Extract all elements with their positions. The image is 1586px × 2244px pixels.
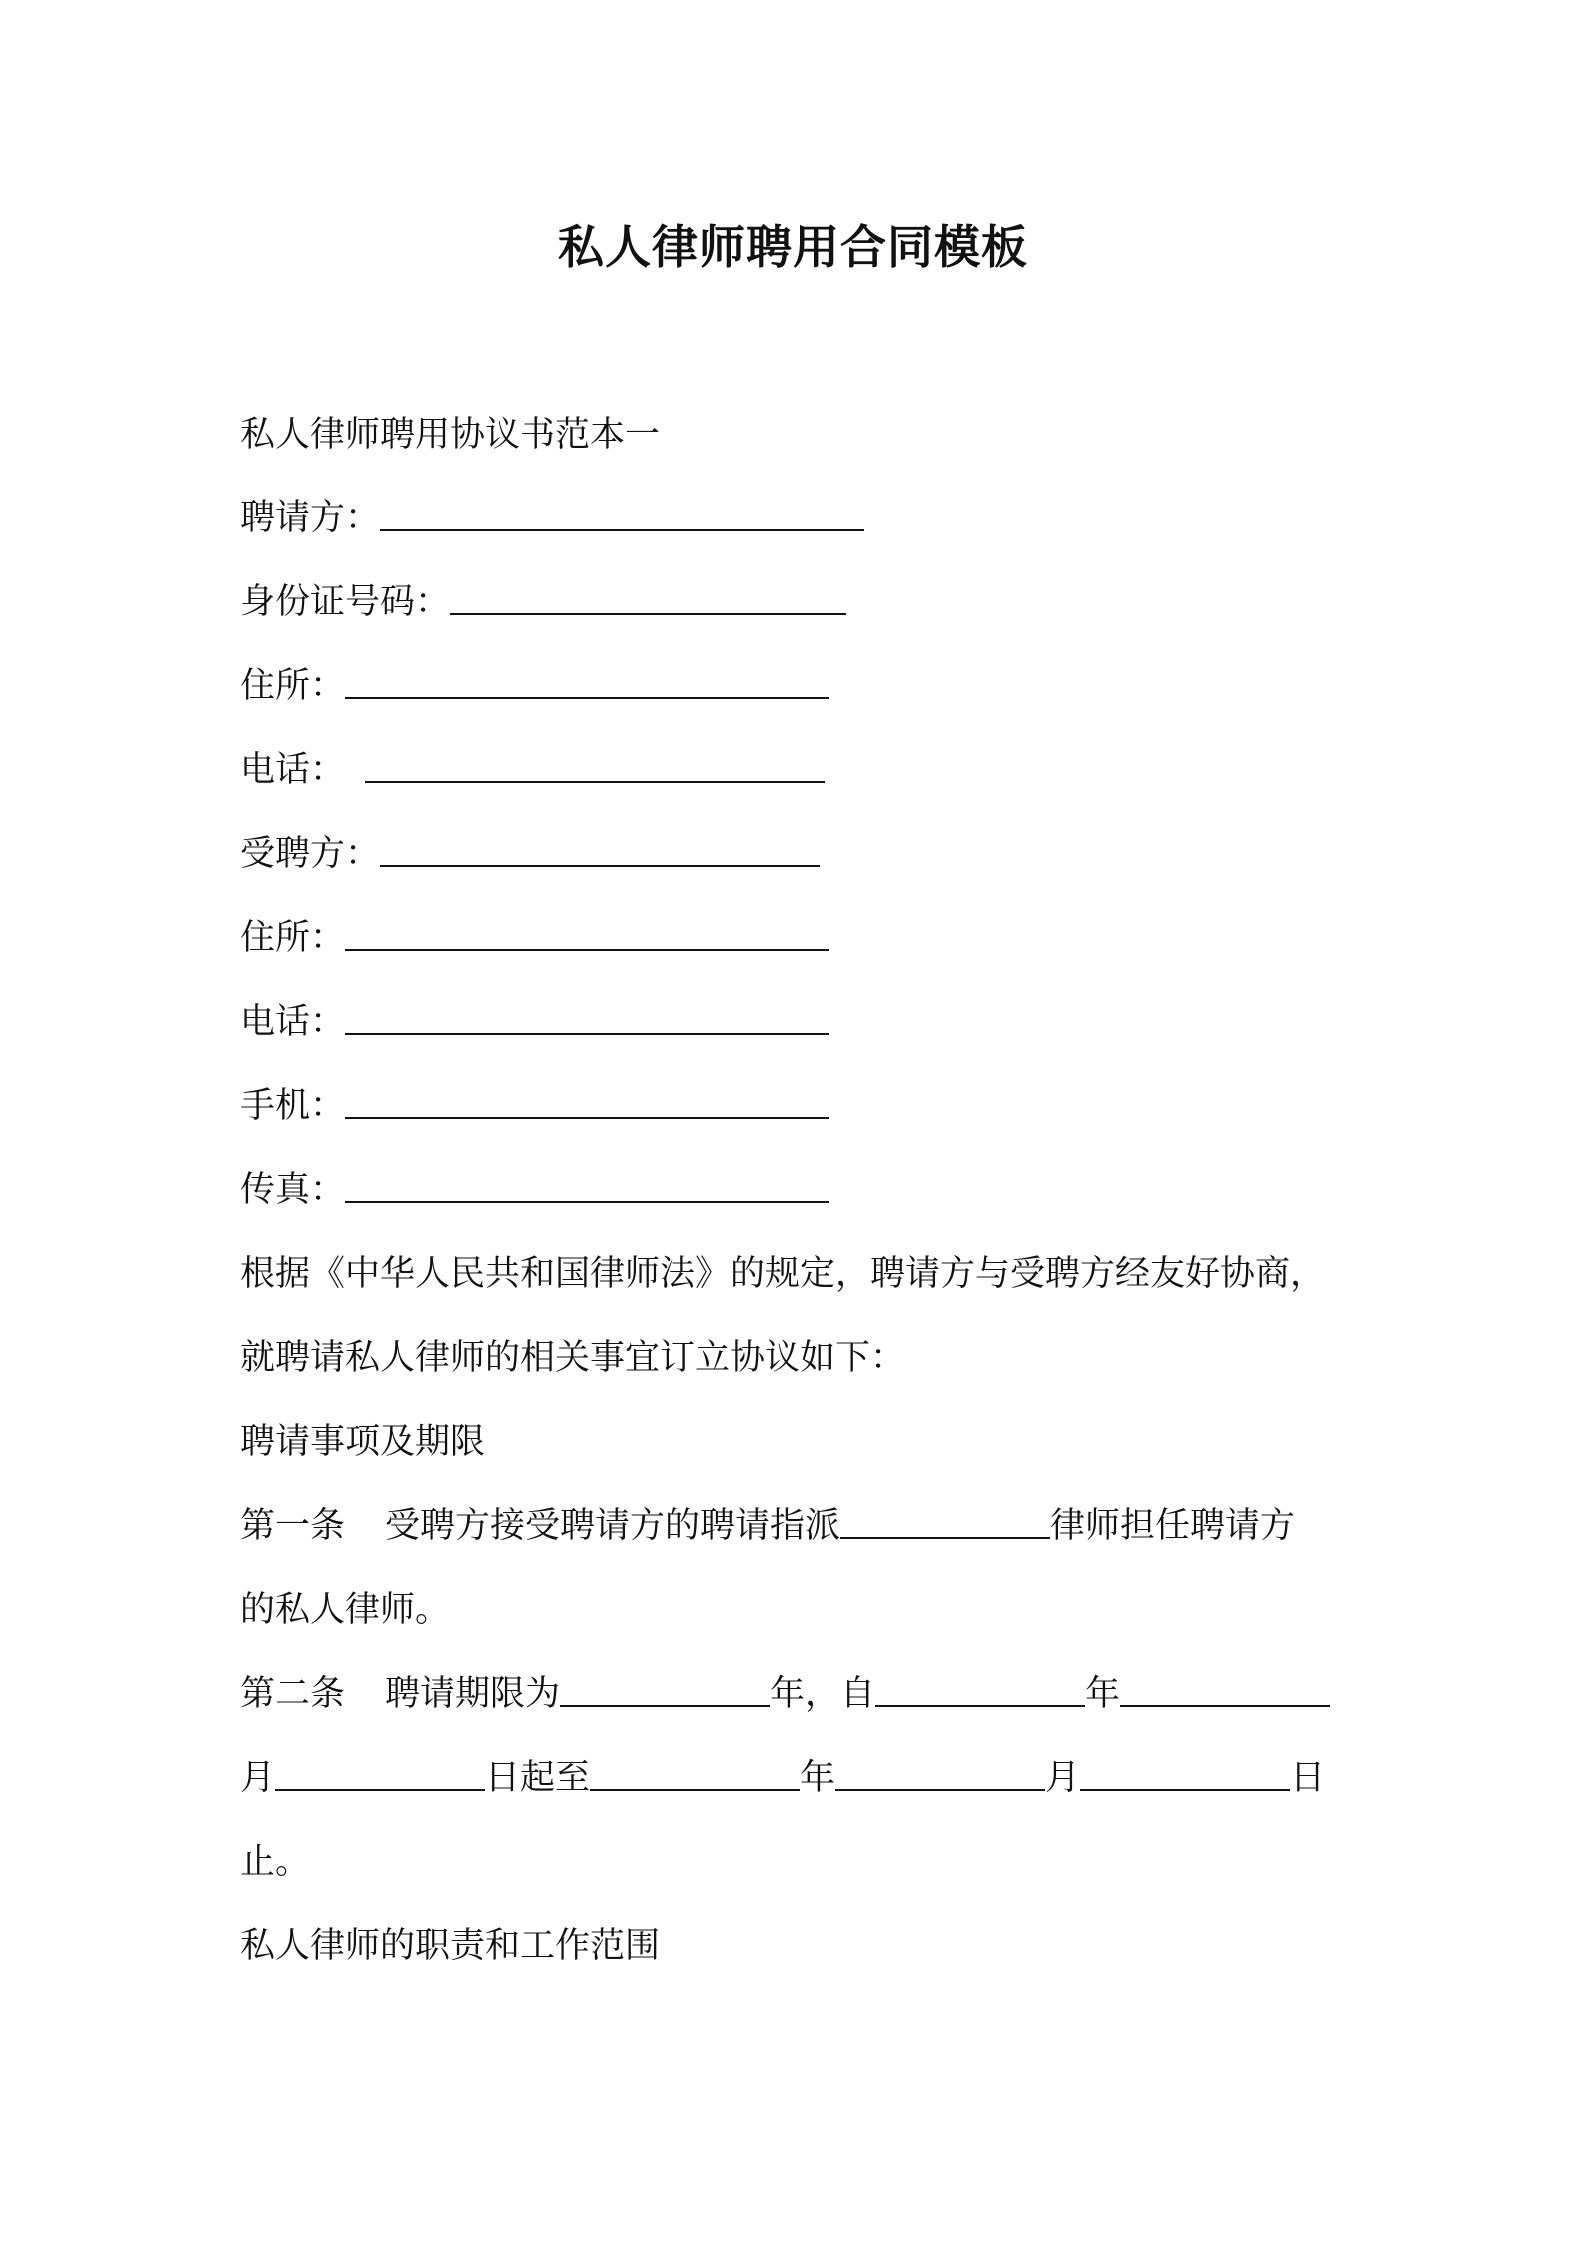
section-heading-engagement: 聘请事项及期限 xyxy=(240,1422,486,1462)
fill-blank[interactable] xyxy=(365,749,825,783)
fill-blank[interactable] xyxy=(345,665,829,699)
field-label: 受聘方： xyxy=(240,834,381,874)
field-employee-fax xyxy=(240,1160,1360,1220)
document-title: 私人律师聘用合同模板 xyxy=(558,220,1028,274)
field-label: 电话： xyxy=(240,750,346,790)
field-label: 住所： xyxy=(240,918,346,958)
fill-blank[interactable] xyxy=(450,581,846,615)
article-text: 月 xyxy=(1045,1758,1081,1798)
field-employer xyxy=(240,488,1360,548)
fill-blank[interactable] xyxy=(590,1757,800,1791)
article-1-line-1 xyxy=(240,1496,1360,1556)
article-text: 日 xyxy=(1290,1758,1326,1798)
intro-paragraph-line-2: 就聘请私人律师的相关事宜订立协议如下： xyxy=(240,1338,906,1378)
document-subtitle: 私人律师聘用协议书范本一 xyxy=(240,415,661,455)
field-employee-address xyxy=(240,908,1360,968)
field-label: 身份证号码： xyxy=(240,582,451,622)
field-label: 电话： xyxy=(240,1002,346,1042)
field-label: 手机： xyxy=(240,1086,346,1126)
intro-paragraph-line-1: 根据《中华人民共和国律师法》的规定，聘请方与受聘方经友好协商， xyxy=(240,1254,1326,1294)
field-employer-phone xyxy=(240,740,1360,800)
article-1-line-2: 的私人律师。 xyxy=(240,1590,451,1630)
fill-blank[interactable] xyxy=(380,497,864,531)
article-text: 月 xyxy=(240,1758,276,1798)
section-heading-duties: 私人律师的职责和工作范围 xyxy=(240,1926,661,1966)
fill-blank[interactable] xyxy=(380,833,820,867)
fill-blank[interactable] xyxy=(1120,1673,1330,1707)
fill-blank[interactable] xyxy=(560,1673,770,1707)
article-2-line-1 xyxy=(240,1664,1360,1724)
fill-blank[interactable] xyxy=(840,1505,1050,1539)
field-label: 住所： xyxy=(240,666,346,706)
fill-blank[interactable] xyxy=(1080,1757,1290,1791)
fill-blank[interactable] xyxy=(835,1757,1045,1791)
article-label: 第一条 xyxy=(240,1506,346,1546)
field-employee-mobile xyxy=(240,1076,1360,1136)
article-text: 日起至 xyxy=(485,1758,591,1798)
article-text: 年，自 xyxy=(770,1674,876,1714)
field-employee-phone xyxy=(240,992,1360,1052)
field-employee xyxy=(240,824,1360,884)
fill-blank[interactable] xyxy=(875,1673,1085,1707)
field-employer-address xyxy=(240,656,1360,716)
fill-blank[interactable] xyxy=(345,1001,829,1035)
field-id-number xyxy=(240,572,1360,632)
article-text: 年 xyxy=(800,1758,836,1798)
fill-blank[interactable] xyxy=(275,1757,485,1791)
field-label: 传真： xyxy=(240,1170,346,1210)
article-2-line-2 xyxy=(240,1748,1360,1808)
article-2-line-3: 止。 xyxy=(240,1842,311,1882)
fill-blank[interactable] xyxy=(345,917,829,951)
article-text: 聘请期限为 xyxy=(385,1674,561,1714)
article-text: 受聘方接受聘请方的聘请指派 xyxy=(385,1506,841,1546)
article-label: 第二条 xyxy=(240,1674,346,1714)
fill-blank[interactable] xyxy=(345,1169,829,1203)
field-label: 聘请方： xyxy=(240,498,381,538)
article-text: 年 xyxy=(1085,1674,1121,1714)
fill-blank[interactable] xyxy=(345,1085,829,1119)
article-text: 律师担任聘请方 xyxy=(1050,1506,1296,1546)
